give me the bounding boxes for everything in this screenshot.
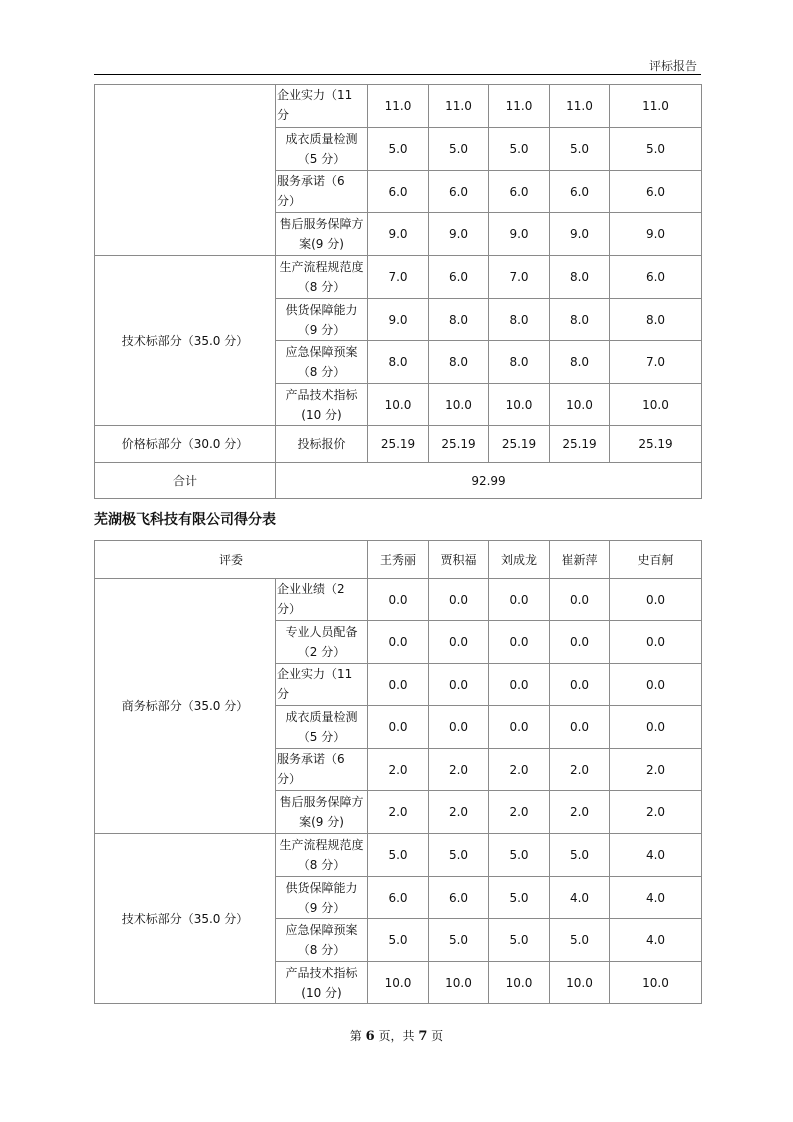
score-cell: 5.0 xyxy=(429,128,489,171)
criterion-cell: 产品技术指标(10 分) xyxy=(276,962,368,1004)
score-cell: 10.0 xyxy=(550,962,610,1004)
score-cell: 7.0 xyxy=(489,256,550,299)
score-cell: 2.0 xyxy=(368,791,429,834)
score-cell: 6.0 xyxy=(429,877,489,919)
score-cell: 2.0 xyxy=(550,749,610,791)
criterion-cell: 产品技术指标(10 分) xyxy=(276,384,368,426)
section-title: 芜湖极飞科技有限公司得分表 xyxy=(94,512,276,528)
score-cell: 25.19 xyxy=(368,426,429,463)
table-row xyxy=(95,256,702,299)
score-cell: 8.0 xyxy=(368,341,429,384)
score-cell: 4.0 xyxy=(610,834,702,877)
score-cell: 8.0 xyxy=(489,299,550,341)
group-cell-business: 商务标部分（35.0 分） xyxy=(95,579,276,834)
table-row-total xyxy=(95,463,702,499)
score-cell: 9.0 xyxy=(610,213,702,256)
footer-total-pages: 7 xyxy=(418,1029,428,1044)
group-cell-business xyxy=(95,85,276,256)
score-cell: 0.0 xyxy=(368,579,429,621)
score-cell: 2.0 xyxy=(429,791,489,834)
score-cell: 10.0 xyxy=(489,962,550,1004)
score-cell: 2.0 xyxy=(610,749,702,791)
score-cell: 11.0 xyxy=(550,85,610,128)
score-cell: 2.0 xyxy=(489,791,550,834)
table-row xyxy=(95,579,702,621)
score-cell: 10.0 xyxy=(368,962,429,1004)
score-cell: 6.0 xyxy=(368,171,429,213)
score-cell: 2.0 xyxy=(550,791,610,834)
score-cell: 25.19 xyxy=(610,426,702,463)
score-cell: 0.0 xyxy=(429,706,489,749)
score-cell: 8.0 xyxy=(550,299,610,341)
score-cell: 0.0 xyxy=(610,664,702,706)
score-cell: 0.0 xyxy=(368,664,429,706)
table-header-row xyxy=(95,541,702,579)
score-cell: 5.0 xyxy=(550,919,610,962)
score-cell: 10.0 xyxy=(429,962,489,1004)
score-cell: 8.0 xyxy=(550,256,610,299)
score-cell: 8.0 xyxy=(610,299,702,341)
score-cell: 2.0 xyxy=(368,749,429,791)
criterion-cell: 生产流程规范度（8 分） xyxy=(276,256,368,299)
criterion-cell: 供货保障能力（9 分） xyxy=(276,299,368,341)
score-cell: 0.0 xyxy=(429,621,489,664)
score-cell: 25.19 xyxy=(550,426,610,463)
score-cell: 4.0 xyxy=(610,919,702,962)
group-cell-technical: 技术标部分（35.0 分） xyxy=(95,256,276,426)
score-cell: 10.0 xyxy=(610,384,702,426)
score-cell: 0.0 xyxy=(489,579,550,621)
score-cell: 6.0 xyxy=(550,171,610,213)
score-cell: 0.0 xyxy=(489,706,550,749)
reviewer-name: 崔新萍 xyxy=(550,541,610,579)
score-cell: 6.0 xyxy=(368,877,429,919)
reviewer-name: 刘成龙 xyxy=(489,541,550,579)
footer-suffix: 页 xyxy=(427,1029,444,1043)
score-cell: 6.0 xyxy=(610,256,702,299)
criterion-cell: 售后服务保障方案(9 分) xyxy=(276,791,368,834)
criterion-cell: 生产流程规范度（8 分） xyxy=(276,834,368,877)
criterion-cell: 服务承诺（6 分） xyxy=(276,171,368,213)
score-cell: 5.0 xyxy=(550,834,610,877)
score-cell: 10.0 xyxy=(550,384,610,426)
score-cell: 9.0 xyxy=(489,213,550,256)
score-cell: 25.19 xyxy=(489,426,550,463)
score-cell: 5.0 xyxy=(429,919,489,962)
score-cell: 0.0 xyxy=(550,706,610,749)
score-cell: 0.0 xyxy=(429,664,489,706)
score-cell: 0.0 xyxy=(550,579,610,621)
score-cell: 0.0 xyxy=(610,706,702,749)
score-cell: 5.0 xyxy=(610,128,702,171)
criterion-cell: 应急保障预案（8 分） xyxy=(276,341,368,384)
score-cell: 11.0 xyxy=(368,85,429,128)
criterion-cell: 企业实力（11 分 xyxy=(276,664,368,706)
criterion-cell: 企业业绩（2 分） xyxy=(276,579,368,621)
score-cell: 11.0 xyxy=(610,85,702,128)
score-cell: 5.0 xyxy=(368,128,429,171)
score-cell: 8.0 xyxy=(429,299,489,341)
footer-middle: 页，共 xyxy=(374,1029,419,1043)
footer-prefix: 第 xyxy=(349,1029,366,1043)
score-table-continued xyxy=(94,84,702,499)
score-cell: 7.0 xyxy=(368,256,429,299)
score-cell: 0.0 xyxy=(489,621,550,664)
reviewer-name: 贾积福 xyxy=(429,541,489,579)
score-cell: 6.0 xyxy=(489,171,550,213)
score-cell: 5.0 xyxy=(489,877,550,919)
criterion-cell: 成衣质量检测（5 分） xyxy=(276,706,368,749)
footer-page-number: 6 xyxy=(365,1029,375,1044)
group-cell-technical: 技术标部分（35.0 分） xyxy=(95,834,276,1004)
reviewer-header: 评委 xyxy=(95,541,368,579)
score-cell: 10.0 xyxy=(368,384,429,426)
score-cell: 11.0 xyxy=(489,85,550,128)
criterion-cell: 服务承诺（6 分） xyxy=(276,749,368,791)
table-row xyxy=(95,85,702,128)
page-footer xyxy=(0,1027,793,1044)
group-cell-price: 价格标部分（30.0 分） xyxy=(95,426,276,463)
score-cell: 4.0 xyxy=(610,877,702,919)
criterion-cell: 投标报价 xyxy=(276,426,368,463)
score-cell: 6.0 xyxy=(429,171,489,213)
score-cell: 0.0 xyxy=(610,621,702,664)
score-cell: 10.0 xyxy=(610,962,702,1004)
score-cell: 2.0 xyxy=(610,791,702,834)
criterion-cell: 供货保障能力（9 分） xyxy=(276,877,368,919)
score-cell: 5.0 xyxy=(550,128,610,171)
score-cell: 5.0 xyxy=(368,834,429,877)
criterion-cell: 专业人员配备（2 分） xyxy=(276,621,368,664)
reviewer-name: 史百舸 xyxy=(610,541,702,579)
score-cell: 5.0 xyxy=(489,834,550,877)
score-cell: 7.0 xyxy=(610,341,702,384)
criterion-cell: 售后服务保障方案(9 分) xyxy=(276,213,368,256)
score-cell: 0.0 xyxy=(550,664,610,706)
score-cell: 2.0 xyxy=(429,749,489,791)
score-cell: 9.0 xyxy=(550,213,610,256)
score-cell: 5.0 xyxy=(429,834,489,877)
score-cell: 0.0 xyxy=(368,621,429,664)
score-cell: 8.0 xyxy=(550,341,610,384)
score-cell: 5.0 xyxy=(489,919,550,962)
score-cell: 10.0 xyxy=(429,384,489,426)
score-cell: 5.0 xyxy=(368,919,429,962)
score-cell: 4.0 xyxy=(550,877,610,919)
score-cell: 2.0 xyxy=(489,749,550,791)
score-cell: 9.0 xyxy=(368,299,429,341)
score-cell: 10.0 xyxy=(489,384,550,426)
score-cell: 8.0 xyxy=(489,341,550,384)
total-value: 92.99 xyxy=(276,463,702,499)
score-cell: 0.0 xyxy=(368,706,429,749)
score-cell: 11.0 xyxy=(429,85,489,128)
score-cell: 0.0 xyxy=(429,579,489,621)
score-cell: 0.0 xyxy=(610,579,702,621)
score-cell: 6.0 xyxy=(610,171,702,213)
table-row xyxy=(95,834,702,877)
score-cell: 25.19 xyxy=(429,426,489,463)
reviewer-name: 王秀丽 xyxy=(368,541,429,579)
score-cell: 0.0 xyxy=(550,621,610,664)
total-label: 合计 xyxy=(95,463,276,499)
score-cell: 8.0 xyxy=(429,341,489,384)
score-cell: 0.0 xyxy=(489,664,550,706)
score-cell: 9.0 xyxy=(429,213,489,256)
criterion-cell: 企业实力（11 分 xyxy=(276,85,368,128)
criterion-cell: 成衣质量检测（5 分） xyxy=(276,128,368,171)
score-cell: 6.0 xyxy=(429,256,489,299)
header-divider xyxy=(94,74,701,75)
criterion-cell: 应急保障预案（8 分） xyxy=(276,919,368,962)
report-header-title: 评标报告 xyxy=(648,59,697,73)
score-cell: 5.0 xyxy=(489,128,550,171)
score-table-company xyxy=(94,540,702,1004)
score-cell: 9.0 xyxy=(368,213,429,256)
table-row xyxy=(95,426,702,463)
